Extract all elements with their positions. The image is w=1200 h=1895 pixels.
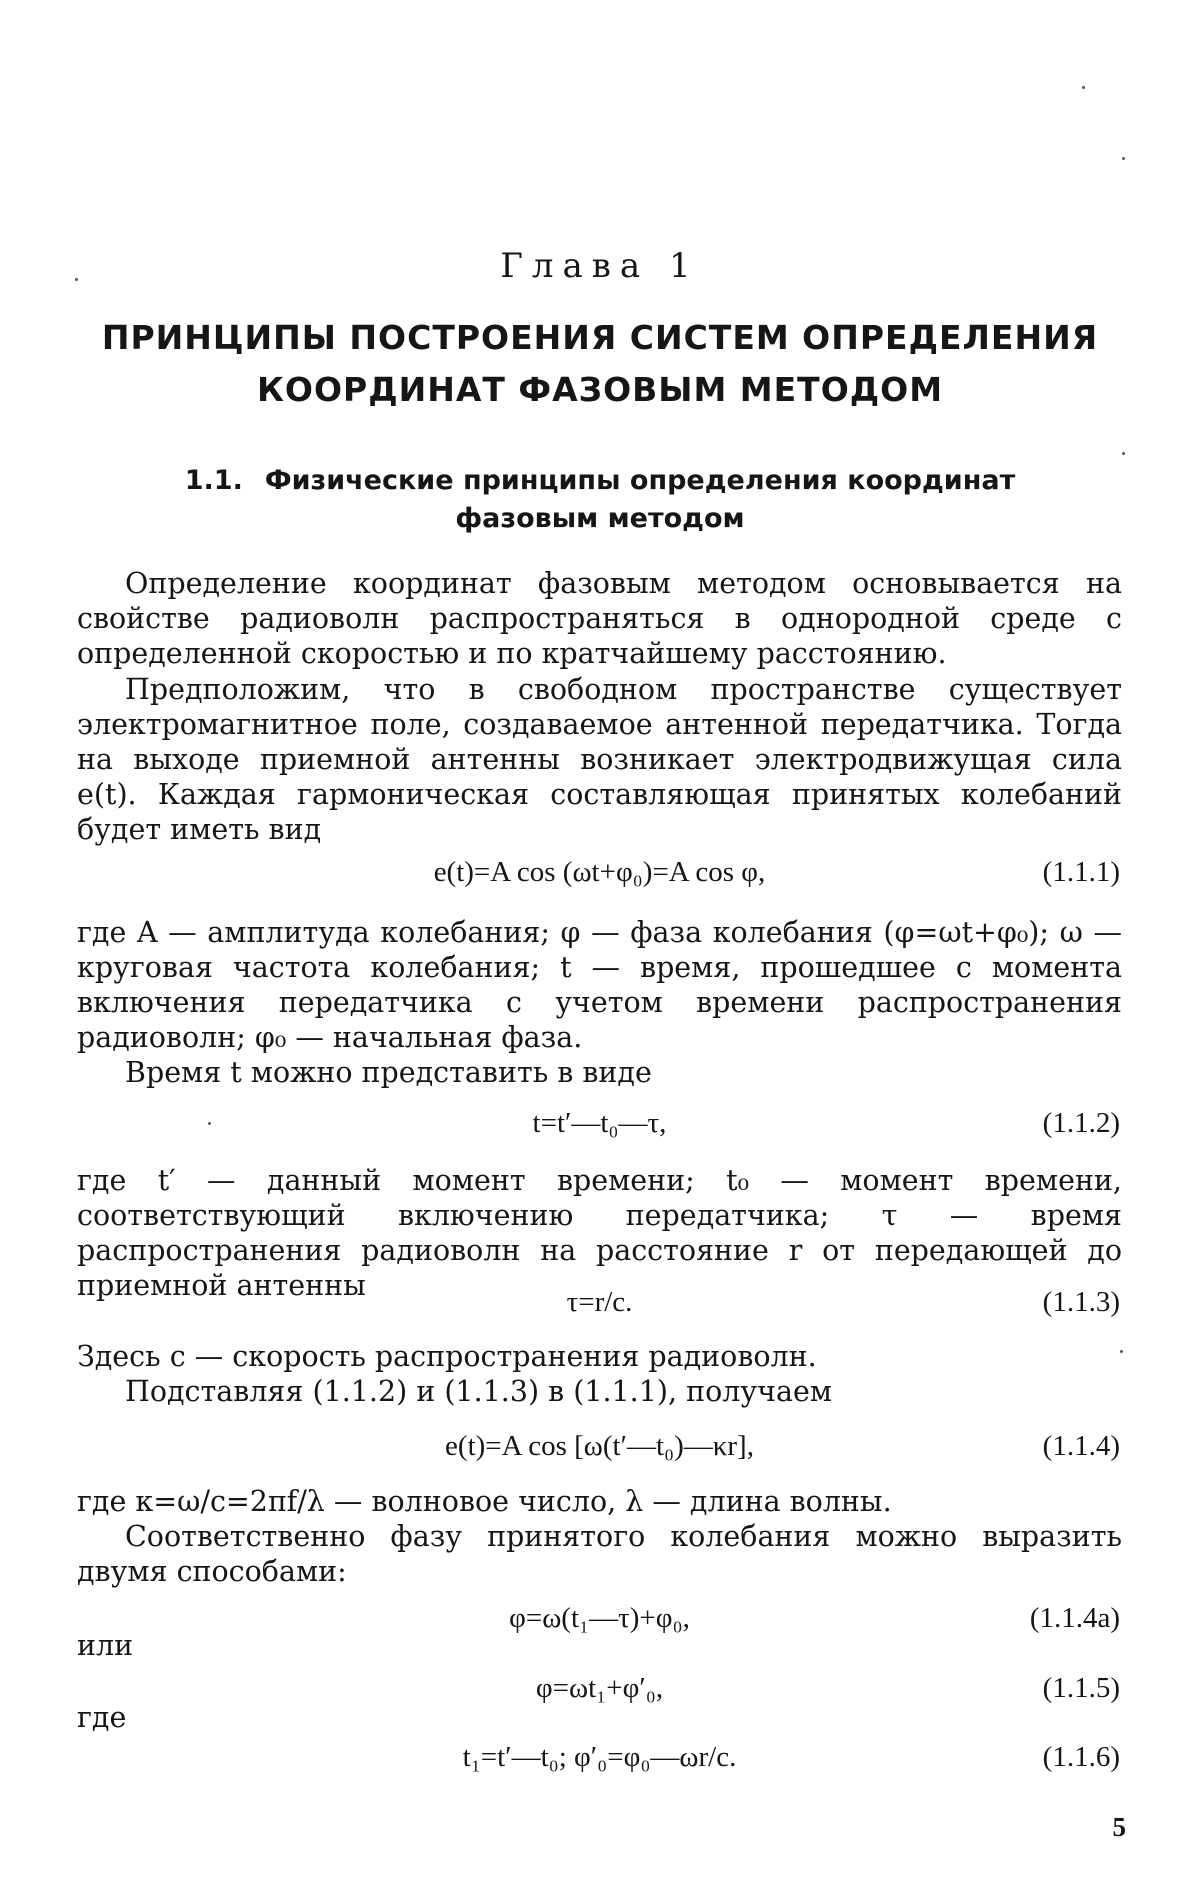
equation-number-1-1-2: (1.1.2) xyxy=(1042,1107,1120,1139)
scan-speck xyxy=(1122,452,1125,455)
equation-1-1-4a: φ=ω(t₁—τ)+φ₀, xyxy=(509,1602,690,1634)
scan-speck xyxy=(1120,1350,1123,1353)
page-number: 5 xyxy=(1112,1812,1126,1842)
word-gde: где xyxy=(77,1701,127,1734)
equation-1-1-2: t=t′—t₀—τ, xyxy=(532,1107,667,1139)
equation-number-1-1-4: (1.1.4) xyxy=(1042,1430,1120,1462)
equation-1-1-1: e(t)=A cos (ωt+φ₀)=A cos φ, xyxy=(433,856,766,888)
equation-number-1-1-1: (1.1.1) xyxy=(1042,856,1120,888)
chapter-title-line-2: КООРДИНАТ ФАЗОВЫМ МЕТОДОМ xyxy=(256,370,944,409)
scan-speck xyxy=(208,1122,211,1125)
paragraph-2: Предположим, что в свободном пространстве существует электромагнитное поле, создаваемое антенной передатчика. Тогда на выходе приемной антенны возникает электродвижущая сила e(t). Каждая гармоническая составляющая принятых колебаний будет иметь вид xyxy=(77,673,1122,846)
paragraph-5: где t′ — данный момент времени; t₀ — момент времени, соответствующий включению передатчика; τ — время распространения радиоволн на расстояние r от передающей до приемной антенны xyxy=(77,1164,1122,1302)
paragraph-7: Подставляя (1.1.2) и (1.1.3) в (1.1.1), получаем xyxy=(125,1375,833,1408)
word-ili: или xyxy=(77,1629,134,1662)
paragraph-6: Здесь c — скорость распространения радиоволн. xyxy=(77,1340,817,1373)
section-number: 1.1. xyxy=(184,465,243,496)
paragraph-3: где A — амплитуда колебания; φ — фаза колебания (φ=ωt+φ₀); ω — круговая частота колебания; t — время, прошедшее с момента включения передатчика с учетом времени распространения радиоволн; φ₀ — начальная фаза. xyxy=(77,916,1122,1054)
scan-speck xyxy=(1082,86,1085,89)
paragraph-1: Определение координат фазовым методом основывается на свойстве радиоволн распространяться в однородной среде с определенной скоростью и по кратчайшему расстоянию. xyxy=(77,567,1122,670)
section-title-line-1: Физические принципы определения координат xyxy=(264,465,1016,496)
scan-speck xyxy=(75,278,78,281)
section-heading xyxy=(140,462,1060,538)
equation-number-1-1-5: (1.1.5) xyxy=(1042,1672,1120,1704)
equation-number-1-1-3: (1.1.3) xyxy=(1042,1286,1120,1318)
equation-number-1-1-4a: (1.1.4а) xyxy=(1029,1602,1120,1634)
chapter-title-line-1: ПРИНЦИПЫ ПОСТРОЕНИЯ СИСТЕМ ОПРЕДЕЛЕНИЯ xyxy=(101,318,1099,357)
equation-1-1-6: t₁=t′—t₀; φ′₀=φ₀—ωr/c. xyxy=(462,1741,737,1773)
section-title-line-2: фазовым методом xyxy=(455,503,745,534)
chapter-label: Глава 1 xyxy=(500,246,700,286)
equation-1-1-5: φ=ωt₁+φ′₀, xyxy=(535,1672,664,1704)
paragraph-8: где κ=ω/c=2πf/λ — волновое число, λ — длина волны. xyxy=(77,1485,892,1518)
paragraph-9: Соответственно фазу принятого колебания можно выразить двумя способами: xyxy=(77,1520,1122,1588)
paragraph-4: Время t можно представить в виде xyxy=(125,1056,652,1089)
scan-speck xyxy=(1122,157,1125,160)
equation-1-1-4: e(t)=A cos [ω(t′—t₀)—κr], xyxy=(445,1430,754,1462)
equation-1-1-3: τ=r/c. xyxy=(566,1286,633,1318)
equation-number-1-1-6: (1.1.6) xyxy=(1042,1741,1120,1773)
chapter-title xyxy=(80,312,1120,416)
